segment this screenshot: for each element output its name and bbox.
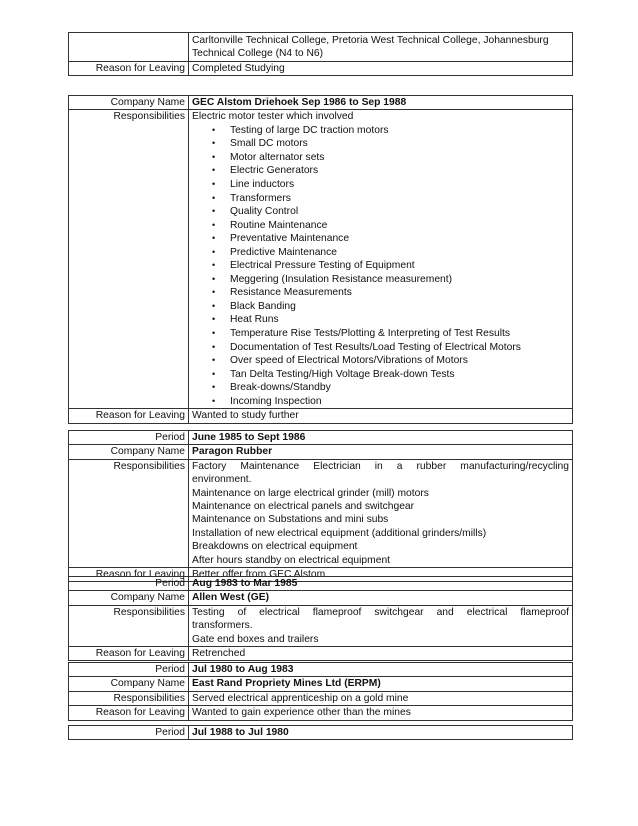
period-label: Period [69, 431, 189, 445]
reason-row [69, 647, 573, 661]
responsibility-text: Electrical Pressure Testing of Equipment [230, 260, 415, 272]
period-value: June 1985 to Sept 1986 [189, 431, 573, 445]
responsibility-text: Black Banding [230, 300, 296, 312]
resp-line: Maintenance on electrical panels and switchgear [192, 501, 415, 513]
bullet-icon: • [212, 179, 216, 189]
responsibility-text: Tan Delta Testing/High Voltage Break-down Tests [230, 368, 455, 380]
responsibility-item [192, 137, 569, 151]
bullet-icon: • [212, 368, 216, 379]
responsibilities-row [69, 605, 573, 646]
responsibility-text: Testing of large DC traction motors [230, 124, 389, 136]
responsibility-text: Incoming Inspection [230, 395, 322, 407]
resp-line: environment. [192, 474, 252, 486]
education-label-cell [69, 33, 189, 62]
responsibilities-list [192, 124, 569, 408]
responsibility-text: Transformers [230, 192, 291, 204]
responsibility-item [192, 259, 569, 273]
responsibility-text: Line inductors [230, 179, 295, 190]
education-table [68, 32, 573, 76]
bullet-icon: • [212, 138, 216, 149]
responsibility-item [192, 313, 569, 327]
erpm-table [68, 662, 573, 721]
bullet-icon: • [212, 314, 216, 325]
company-row [69, 445, 573, 459]
responsibilities-row [69, 459, 573, 567]
bullet-icon: • [212, 206, 216, 217]
period-value: Jul 1980 to Aug 1983 [189, 663, 573, 677]
period-row [69, 663, 573, 677]
responsibility-item [192, 232, 569, 246]
responsibilities-label: Responsibilities [69, 691, 189, 705]
responsibility-item [192, 192, 569, 206]
bullet-icon: • [212, 382, 216, 393]
responsibility-text: Predictive Maintenance [230, 246, 338, 258]
bullet-icon: • [212, 355, 216, 366]
resp-line: Testing of electrical flameproof switchgear and electrical flameproof [192, 606, 569, 618]
company-row [69, 677, 573, 691]
responsibility-item [192, 327, 569, 341]
bullet-icon: • [212, 165, 216, 176]
responsibility-text: Quality Control [230, 206, 299, 218]
responsibility-item [192, 286, 569, 300]
reason-label: Reason for Leaving [69, 706, 189, 720]
resp-line: Maintenance on large electrical grinder (mill) motors [192, 487, 429, 499]
education-row [69, 33, 573, 62]
allen-west-table [68, 576, 573, 661]
reason-label: Reason for Leaving [69, 409, 189, 423]
responsibility-item [192, 178, 569, 192]
bullet-icon: • [212, 300, 216, 311]
responsibility-item [192, 395, 569, 409]
responsibility-text: Meggering (Insulation Resistance measurement) [230, 273, 453, 285]
responsibility-item [192, 246, 569, 260]
responsibility-text: Temperature Rise Tests/Plotting & Interpreting of Test Results [230, 328, 511, 340]
education-text: Carltonville Technical College, Pretoria West Technical College, Johannesburg Technical College (N4 to N6) [189, 33, 573, 62]
bullet-icon: • [212, 287, 216, 298]
period-label: Period [69, 577, 189, 591]
responsibility-item [192, 368, 569, 382]
responsibility-item [192, 205, 569, 219]
responsibilities-value [189, 110, 573, 409]
reason-label: Reason for Leaving [69, 61, 189, 75]
company-row [69, 591, 573, 605]
bullet-icon: • [212, 246, 216, 257]
reason-value: Completed Studying [189, 61, 573, 75]
bullet-icon: • [212, 192, 216, 203]
reason-value: Better offer from GEC Alstom [189, 568, 573, 582]
bullet-icon: • [212, 395, 216, 406]
responsibility-text: Documentation of Test Results/Load Testing of Electrical Motors [230, 341, 521, 353]
responsibilities-row [69, 110, 573, 409]
paragon-rubber-table [68, 430, 573, 582]
reason-label: Reason for Leaving [69, 647, 189, 661]
resp-line: transformers. [192, 620, 253, 632]
responsibilities-label: Responsibilities [69, 459, 189, 567]
responsibilities-intro: Electric motor tester which involved [192, 111, 354, 123]
period-row [69, 577, 573, 591]
bullet-icon: • [212, 260, 216, 271]
responsibility-text: Preventative Maintenance [230, 233, 350, 245]
reason-label: Reason for Leaving [69, 568, 189, 582]
resp-line: After hours standby on electrical equipment [192, 554, 391, 566]
responsibility-item [192, 381, 569, 395]
reason-row [69, 409, 573, 423]
bullet-icon: • [212, 328, 216, 339]
bullet-icon: • [212, 151, 216, 162]
company-value: Paragon Rubber [189, 445, 573, 459]
bullet-icon: • [212, 341, 216, 352]
reason-row [69, 706, 573, 720]
responsibility-text: Motor alternator sets [230, 151, 325, 163]
period-row [69, 726, 573, 740]
responsibility-item [192, 151, 569, 165]
company-label: Company Name [69, 591, 189, 605]
responsibilities-value: Served electrical apprenticeship on a gold mine [189, 691, 573, 705]
responsibility-text: Small DC motors [230, 138, 308, 150]
bullet-icon: • [212, 219, 216, 230]
responsibilities-row [69, 691, 573, 705]
responsibilities-label: Responsibilities [69, 605, 189, 646]
responsibility-text: Break-downs/Standby [230, 382, 331, 394]
period-label: Period [69, 663, 189, 677]
company-value: GEC Alstom Driehoek Sep 1986 to Sep 1988 [189, 96, 573, 110]
period-row [69, 431, 573, 445]
responsibility-item [192, 341, 569, 355]
reason-row [69, 61, 573, 75]
responsibilities-label: Responsibilities [69, 110, 189, 409]
period-value: Jul 1988 to Jul 1980 [189, 726, 573, 740]
reason-value: Wanted to study further [189, 409, 573, 423]
bullet-icon: • [212, 124, 216, 135]
responsibility-text: Electric Generators [230, 165, 319, 177]
responsibility-item [192, 219, 569, 233]
responsibilities-value [189, 459, 573, 567]
resp-line: Factory Maintenance Electrician in a rubber manufacturing/recycling [192, 460, 569, 472]
period-label: Period [69, 726, 189, 740]
next-entry-table [68, 725, 573, 740]
resp-line: Maintenance on Substations and mini subs [192, 514, 389, 526]
responsibility-item [192, 354, 569, 368]
bullet-icon: • [212, 233, 216, 244]
resp-line: Breakdowns on electrical equipment [192, 541, 358, 553]
responsibility-text: Routine Maintenance [230, 219, 328, 231]
company-value: Allen West (GE) [189, 591, 573, 605]
reason-value: Retrenched [189, 647, 573, 661]
reason-value: Wanted to gain experience other than the mines [189, 706, 573, 720]
responsibility-item [192, 300, 569, 314]
company-label: Company Name [69, 677, 189, 691]
responsibility-text: Heat Runs [230, 314, 279, 326]
responsibility-item [192, 164, 569, 178]
resp-line: Gate end boxes and trailers [192, 633, 319, 645]
company-row [69, 96, 573, 110]
resp-line: Installation of new electrical equipment (additional grinders/mills) [192, 527, 487, 539]
company-label: Company Name [69, 445, 189, 459]
period-value: Aug 1983 to Mar 1985 [189, 577, 573, 591]
responsibility-text: Resistance Measurements [230, 287, 352, 299]
responsibility-item [192, 124, 569, 138]
gec-alstom-table [68, 95, 573, 424]
responsibility-item [192, 273, 569, 287]
responsibility-text: Over speed of Electrical Motors/Vibrations of Motors [230, 355, 468, 367]
responsibilities-value [189, 605, 573, 646]
bullet-icon: • [212, 273, 216, 284]
company-value: East Rand Propriety Mines Ltd (ERPM) [189, 677, 573, 691]
company-label: Company Name [69, 96, 189, 110]
